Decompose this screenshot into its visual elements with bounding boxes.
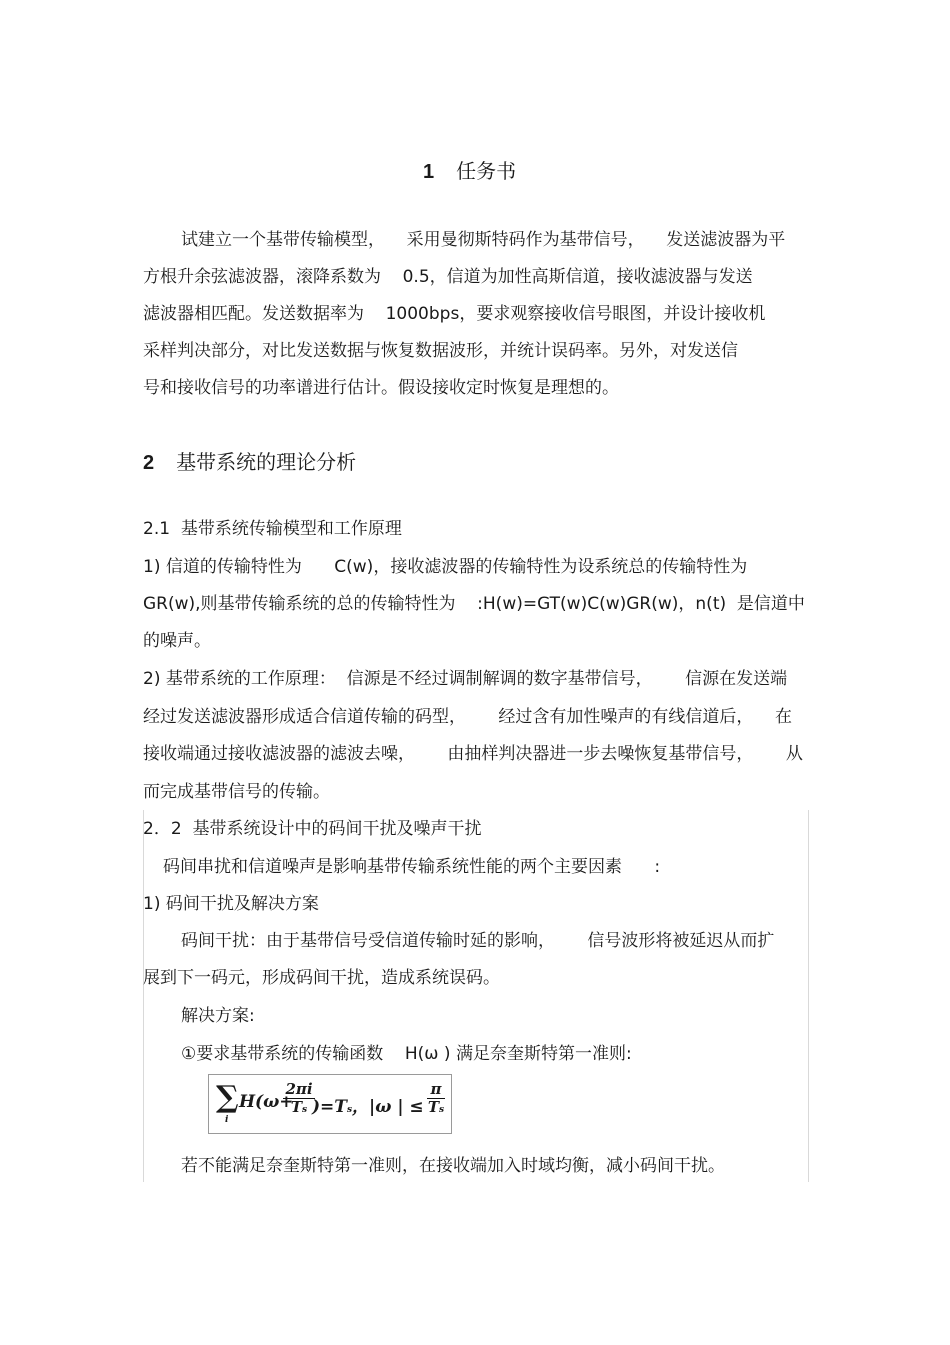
formula-fraction-2 [427, 1081, 445, 1119]
s22-para-line-1: 码间干扰：由于基带信号受信道传输时延的影响， 信号波形将被延迟从而扩 [181, 931, 775, 951]
formula-fraction-2-den-sub: s [439, 1105, 445, 1115]
subsection-2-1-heading: 2.1 基带系统传输模型和工作原理 [143, 519, 402, 539]
s1-line-1: 试建立一个基带传输模型， 采用曼彻斯特码作为基带信号， 发送滤波器为平 [181, 230, 786, 250]
section-1-number: 1 [423, 161, 435, 183]
formula-fraction-1-num: 2πi [285, 1080, 313, 1098]
s22-criterion: ①要求基带系统的传输函数 H(ω ) 满足奈奎斯特第一准则: [181, 1044, 632, 1064]
s21-line-2: GR(w),则基带传输系统的总的传输特性为 :H(w)=GT(w)C(w)GR(w)，n(t) 是信道中 [143, 594, 805, 614]
formula-mid: )=T [312, 1097, 347, 1117]
section-2-heading [143, 449, 356, 476]
section-2-title: 基带系统的理论分析 [176, 450, 357, 474]
s1-line-4: 采样判决部分，对比发送数据与恢复数据波形，并统计误码率。另外，对发送信 [143, 341, 738, 361]
section-2-number: 2 [143, 452, 155, 474]
section-1-heading [423, 158, 516, 185]
formula-sigma: ∑ [216, 1080, 239, 1115]
nyquist-formula-image [208, 1074, 452, 1134]
s22-intro: 码间串扰和信道噪声是影响基带传输系统性能的两个主要因素 : [163, 857, 661, 877]
s21-line-4: 2) 基带系统的工作原理： 信源是不经过调制解调的数字基带信号， 信源在发送端 [143, 669, 788, 689]
formula-rhs: ，|ω | ≤ [352, 1097, 424, 1117]
s22-item-1: 1) 码间干扰及解决方案 [143, 894, 319, 914]
s21-line-3: 的噪声。 [143, 631, 211, 651]
formula-fraction-1 [283, 1081, 315, 1119]
formula-fraction-1-den: T [290, 1098, 303, 1116]
subsection-2-2-heading: 2．2 基带系统设计中的码间干扰及噪声干扰 [143, 819, 482, 839]
formula-fraction-1-den-sub: s [302, 1105, 308, 1115]
section-1-title: 任务书 [456, 159, 517, 183]
s22-solution-label: 解决方案: [181, 1006, 255, 1026]
s21-line-7: 而完成基带信号的传输。 [143, 782, 330, 802]
formula-fraction-2-den: T [427, 1098, 440, 1116]
formula-left: H(ω+ [239, 1092, 294, 1112]
s21-line-6: 接收端通过接收滤波器的滤波去噪， 由抽样判决器进一步去噪恢复基带信号， 从 [143, 744, 803, 764]
s22-last-line: 若不能满足奈奎斯特第一准则，在接收端加入时域均衡，减小码间干扰。 [181, 1156, 725, 1176]
formula-index: i [225, 1115, 229, 1125]
formula-mid-sub: s [346, 1105, 353, 1115]
s1-line-2: 方根升余弦滤波器，滚降系数为 0.5，信道为加性高斯信道，接收滤波器与发送 [143, 267, 753, 287]
s22-para-line-2: 展到下一码元，形成码间干扰，造成系统误码。 [143, 968, 500, 988]
formula-fraction-2-num: π [430, 1080, 442, 1098]
s21-line-5: 经过发送滤波器形成适合信道传输的码型， 经过含有加性噪声的有线信道后， 在 [143, 707, 793, 727]
s1-line-3: 滤波器相匹配。发送数据率为 1000bps，要求观察接收信号眼图，并设计接收机 [143, 304, 766, 324]
s1-line-5: 号和接收信号的功率谱进行估计。假设接收定时恢复是理想的。 [143, 378, 619, 398]
s21-line-1: 1) 信道的传输特性为 C(w)，接收滤波器的传输特性为设系统总的传输特性为 [143, 557, 748, 577]
